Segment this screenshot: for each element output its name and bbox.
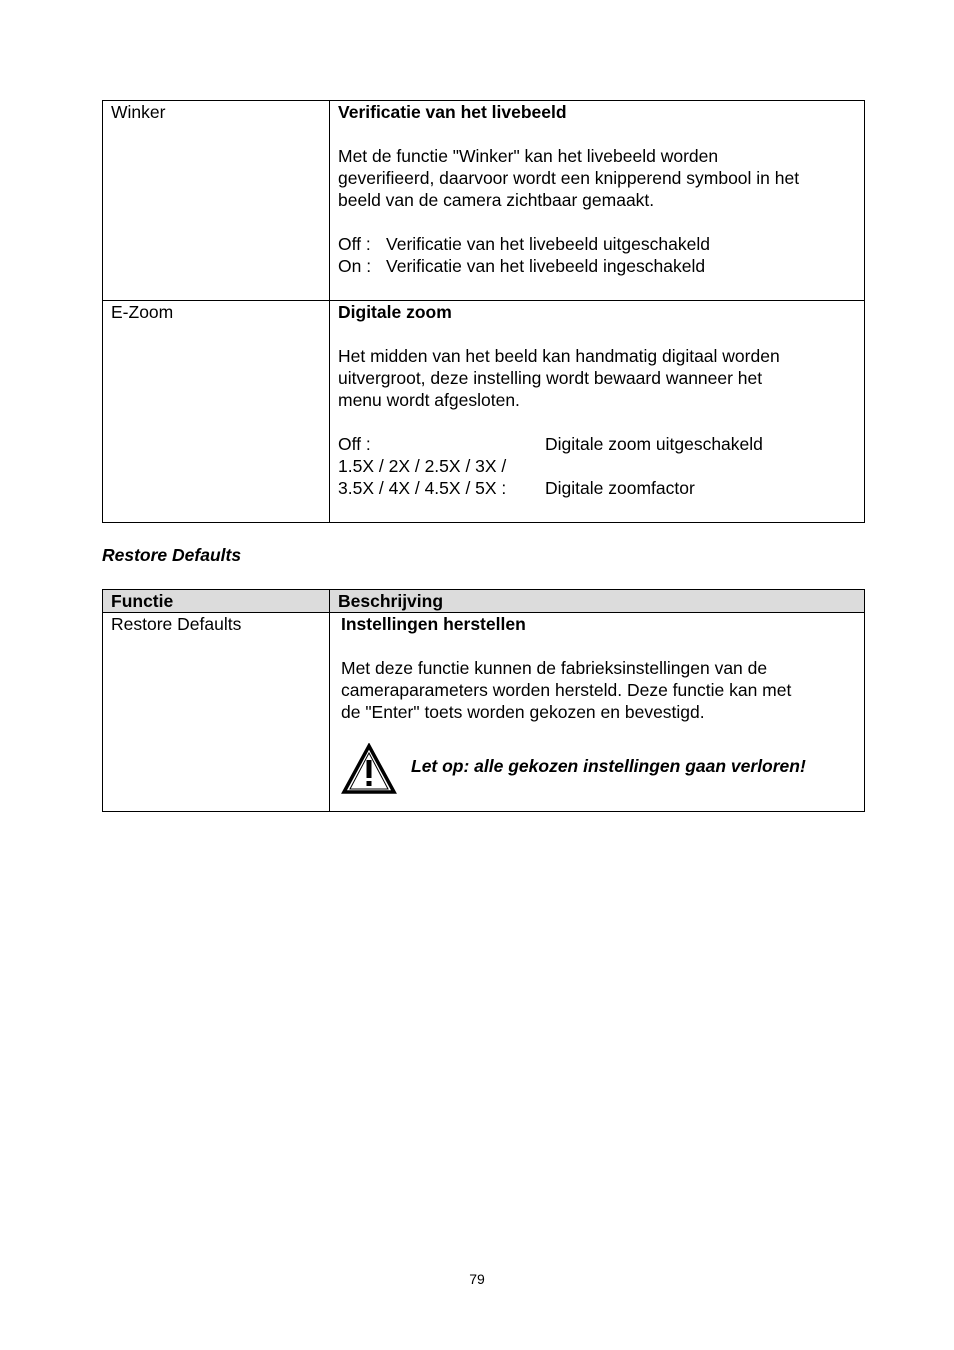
option-label: Off : [338,234,371,254]
table-row [103,301,865,523]
option-text: Digitale zoom uitgeschakeld [545,434,763,454]
table-row [103,613,865,812]
description-line: geverifieerd, daarvoor wordt een knipperend symbool in het [338,168,800,188]
description-cell [330,301,865,523]
option-label: On : [338,256,372,276]
description-line: de "Enter" toets worden gekozen en bevestigd. [341,702,705,722]
description-line: cameraparameters worden hersteld. Deze functie kan met [341,680,792,700]
description-title: Digitale zoom [338,302,452,322]
description-line: Met deze functie kunnen de fabrieksinstellingen van de [341,658,768,678]
description-title: Instellingen herstellen [341,614,526,634]
description-cell [330,613,865,812]
table-row [103,101,865,301]
function-name: E-Zoom [111,302,174,322]
page-number: 79 [469,1271,485,1287]
function-cell [103,101,330,301]
option-text: Verificatie van het livebeeld ingeschakeld [386,256,706,276]
option-label: 1.5X / 2X / 2.5X / 3X / [338,456,507,476]
function-name: Winker [111,102,166,122]
warning-text: Let op: alle gekozen instellingen gaan verloren! [411,756,806,776]
table-header-row [103,590,865,613]
column-header-functie: Functie [103,590,330,613]
description-title: Verificatie van het livebeeld [338,102,567,122]
option-row [338,455,856,477]
option-row [338,233,856,255]
section-heading: Restore Defaults [102,545,242,565]
description-line: beeld van de camera zichtbaar gemaakt. [338,190,655,210]
function-name: Restore Defaults [111,614,242,634]
description-cell [330,101,865,301]
option-text: Digitale zoomfactor [545,478,695,498]
option-row [338,477,856,499]
function-cell [103,301,330,523]
option-label: 3.5X / 4X / 4.5X / 5X : [338,478,507,498]
description-line: uitvergroot, deze instelling wordt bewaard wanneer het [338,368,763,388]
option-row [338,255,856,277]
warning-triangle-icon [341,743,397,795]
settings-table [102,100,865,523]
description-line: Het midden van het beeld kan handmatig digitaal worden [338,346,780,366]
description-line: menu wordt afgesloten. [338,390,520,410]
option-row [338,433,856,455]
option-label: Off : [338,434,371,454]
function-cell [103,613,330,812]
column-header-beschrijving: Beschrijving [330,590,865,613]
option-text: Verificatie van het livebeeld uitgeschakeld [386,234,710,254]
description-line: Met de functie "Winker" kan het livebeeld worden [338,146,719,166]
warning-box [341,745,856,795]
restore-defaults-table [102,589,865,812]
